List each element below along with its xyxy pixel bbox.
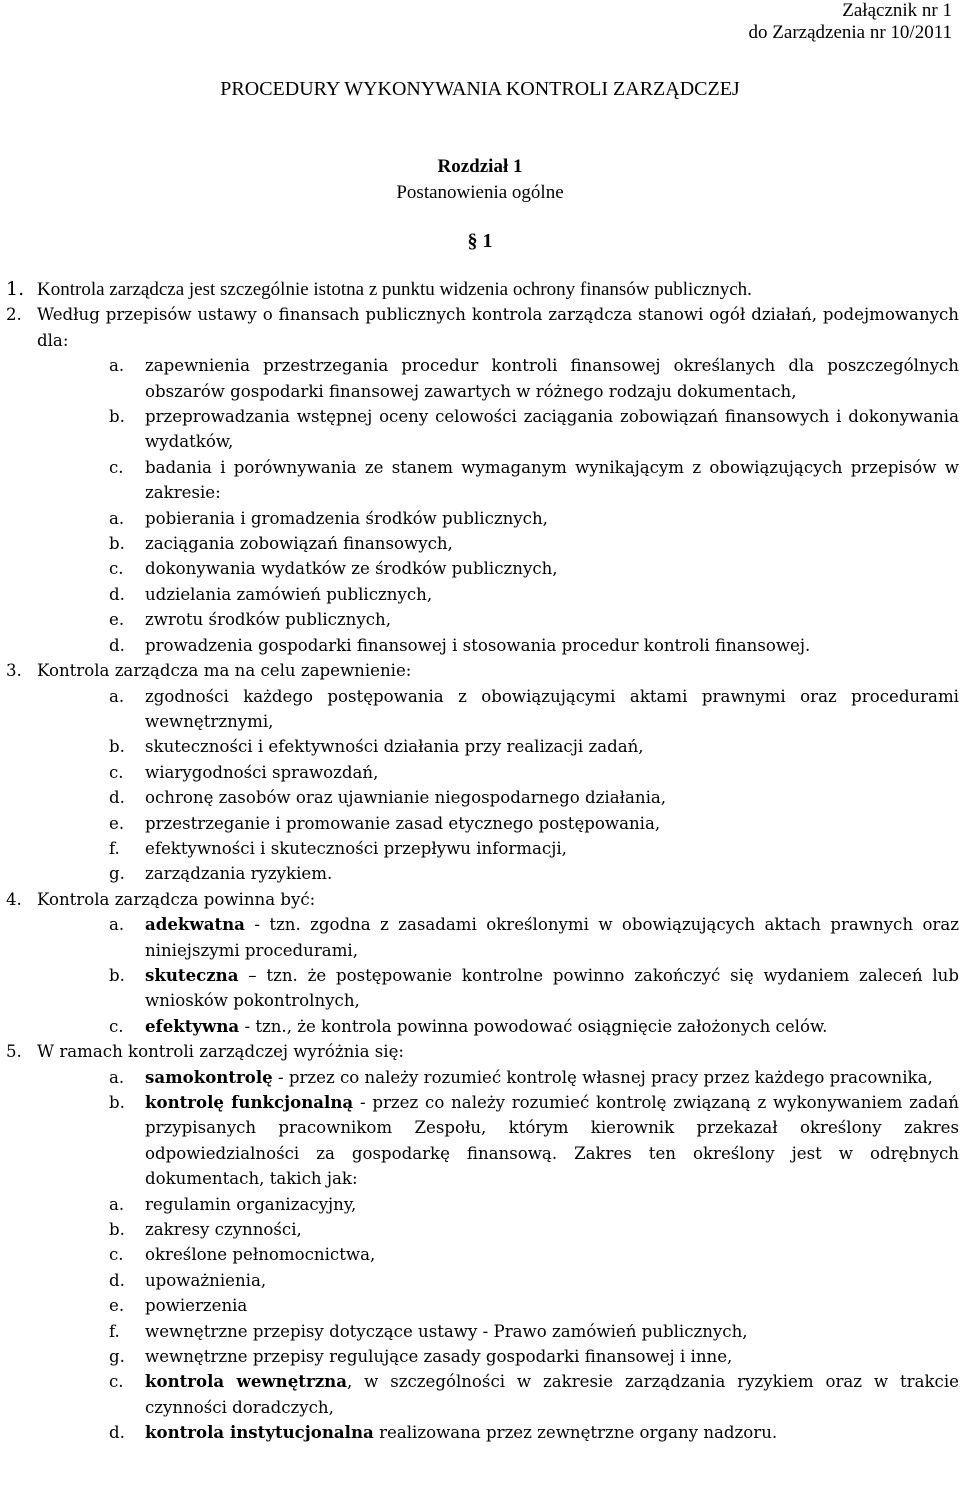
list-item bbox=[6, 887, 959, 912]
item-marker: g. bbox=[109, 864, 125, 884]
item-marker: e. bbox=[109, 1296, 125, 1316]
list-item bbox=[6, 684, 959, 735]
item-marker: a. bbox=[109, 508, 125, 528]
item-text: regulamin organizacyjny, bbox=[145, 1194, 357, 1214]
list-item bbox=[6, 633, 959, 658]
chapter-heading bbox=[0, 154, 960, 206]
list-item bbox=[6, 1014, 959, 1039]
item-text: pobierania i gromadzenia środków publicznych, bbox=[145, 508, 548, 528]
item-marker: c. bbox=[109, 762, 124, 782]
item-term: adekwatna bbox=[145, 914, 245, 935]
list-item bbox=[6, 1293, 959, 1318]
item-marker: b. bbox=[109, 1220, 125, 1240]
list-item bbox=[6, 1039, 959, 1064]
item-text: przestrzeganie i promowanie zasad etycznego postępowania, bbox=[145, 813, 661, 833]
list-item bbox=[6, 785, 959, 810]
item-text: efektywności i skuteczności przepływu informacji, bbox=[145, 838, 567, 858]
list-item bbox=[6, 1369, 959, 1420]
item-text: zaciągania zobowiązań finansowych, bbox=[145, 534, 453, 554]
item-text: skuteczna – tzn. że postępowanie kontrolne powinno zakończyć się wydaniem zaleceń lub wniosków pokontrolnych, bbox=[145, 964, 959, 1011]
item-text: badania i porównywania ze stanem wymaganym wynikającym z obowiązujących przepisów w zakresie: bbox=[145, 457, 959, 503]
item-marker: a. bbox=[109, 1194, 125, 1214]
document-title: PROCEDURY WYKONYWANIA KONTROLI ZARZĄDCZEJ bbox=[220, 78, 740, 100]
item-term: skuteczna bbox=[145, 964, 239, 985]
list-item bbox=[6, 912, 959, 963]
item-marker: b. bbox=[109, 965, 125, 985]
list-item bbox=[6, 1319, 959, 1344]
list-item bbox=[6, 531, 959, 556]
item-marker: d. bbox=[109, 1423, 125, 1443]
item-text: kontrola wewnętrzna, w szczególności w zakresie zarządzania ryzykiem oraz w trakcie czynności doradczych, bbox=[145, 1371, 959, 1417]
list-item bbox=[6, 277, 959, 302]
item-text: Kontrola zarządcza ma na celu zapewnienie: bbox=[37, 661, 412, 681]
item-marker: a. bbox=[109, 356, 125, 376]
item-text: dokonywania wydatków ze środków publicznych, bbox=[145, 559, 558, 579]
list-item bbox=[6, 556, 959, 581]
item-text: efektywna - tzn., że kontrola powinna powodować osiągnięcie założonych celów. bbox=[145, 1015, 828, 1036]
list-item bbox=[6, 734, 959, 759]
list-item bbox=[6, 861, 959, 886]
item-text: samokontrolę - przez co należy rozumieć kontrolę własnej pracy przez każdego pracownika, bbox=[145, 1066, 933, 1087]
item-text: zgodności każdego postępowania z obowiązującymi aktami prawnymi oraz procedurami wewnętrznymi, bbox=[145, 686, 959, 731]
item-marker: 1. bbox=[6, 278, 25, 300]
list-item bbox=[6, 1268, 959, 1293]
annex-number: Załącznik nr 1 bbox=[842, 0, 952, 21]
item-marker: d. bbox=[109, 635, 125, 655]
item-term: samokontrolę bbox=[145, 1066, 273, 1087]
item-marker: c. bbox=[109, 1245, 124, 1265]
item-text: Kontrola zarządcza powinna być: bbox=[37, 889, 316, 909]
list-item bbox=[6, 1192, 959, 1217]
list-item bbox=[6, 506, 959, 531]
annex-reference: do Zarządzenia nr 10/2011 bbox=[748, 22, 952, 43]
item-text: skuteczności i efektywności działania przy realizacji zadań, bbox=[145, 737, 644, 757]
item-marker: 4. bbox=[6, 889, 22, 909]
item-text: Kontrola zarządcza jest szczególnie istotna z punktu widzenia ochrony finansów publicznych. bbox=[37, 279, 752, 300]
list-item bbox=[6, 1217, 959, 1242]
item-text: kontrolę funkcjonalną - przez co należy rozumieć kontrolę związaną z wykonywaniem zadań przypisanych pracownikom Zespołu, którym kierownik przekazał określony zakres odpowiedzialności za gospodarkę finansową. Zakres ten określony jest w odrębnych dokumentach, takich jak: bbox=[145, 1092, 959, 1189]
item-marker: f. bbox=[109, 838, 120, 858]
list-item bbox=[6, 455, 959, 506]
item-term: efektywna bbox=[145, 1015, 240, 1036]
chapter-name: Postanowienia ogólne bbox=[396, 182, 564, 203]
item-marker: b. bbox=[109, 737, 125, 757]
item-marker: f. bbox=[109, 1321, 120, 1341]
item-marker: e. bbox=[109, 813, 125, 833]
item-marker: b. bbox=[109, 1093, 125, 1112]
item-text: adekwatna - tzn. zgodna z zasadami określonymi w obowiązujących aktach prawnych oraz niniejszymi procedurami, bbox=[145, 914, 959, 960]
list-item bbox=[6, 963, 959, 1014]
item-marker: g. bbox=[109, 1347, 125, 1367]
item-text: powierzenia bbox=[145, 1296, 248, 1316]
chapter-label: Rozdział 1 bbox=[437, 156, 523, 177]
item-term: kontrola instytucjonalna bbox=[145, 1422, 374, 1443]
list-item bbox=[6, 582, 959, 607]
list-item bbox=[6, 658, 959, 683]
item-marker: 5. bbox=[6, 1042, 22, 1062]
item-text: zarządzania ryzykiem. bbox=[145, 864, 333, 884]
item-marker: 2. bbox=[6, 305, 22, 325]
item-text: wewnętrzne przepisy regulujące zasady gospodarki finansowej i inne, bbox=[145, 1347, 733, 1367]
item-text: prowadzenia gospodarki finansowej i stosowania procedur kontroli finansowej. bbox=[145, 635, 811, 655]
item-marker: d. bbox=[109, 788, 125, 808]
item-text: zakresy czynności, bbox=[145, 1220, 302, 1240]
list-item bbox=[6, 811, 959, 836]
list-item bbox=[6, 1344, 959, 1369]
item-term: kontrola wewnętrzna bbox=[145, 1371, 347, 1392]
item-text: wewnętrzne przepisy dotyczące ustawy - Prawo zamówień publicznych, bbox=[145, 1321, 748, 1341]
document-body bbox=[6, 277, 959, 1446]
item-marker: c. bbox=[109, 457, 124, 477]
list-item bbox=[6, 760, 959, 785]
item-text: przeprowadzania wstępnej oceny celowości zaciągania zobowiązań finansowych i dokonywania wydatków, bbox=[145, 407, 959, 452]
item-marker: e. bbox=[109, 610, 125, 630]
item-text: kontrola instytucjonalna realizowana przez zewnętrzne organy nadzoru. bbox=[145, 1422, 778, 1443]
item-marker: c. bbox=[109, 559, 124, 579]
list-item bbox=[6, 302, 959, 353]
annex-header bbox=[749, 0, 952, 44]
item-term: kontrolę funkcjonalną bbox=[145, 1092, 354, 1112]
item-marker: a. bbox=[109, 915, 125, 935]
list-item bbox=[6, 836, 959, 861]
item-text: zapewnienia przestrzegania procedur kontroli finansowej określanych dla poszczególnych obszarów gospodarki finansowej zawartych w różnego rodzaju dokumentach, bbox=[145, 356, 959, 401]
item-marker: b. bbox=[109, 534, 125, 554]
list-item bbox=[6, 1420, 959, 1445]
item-text: W ramach kontroli zarządczej wyróżnia się: bbox=[37, 1042, 404, 1062]
item-marker: d. bbox=[109, 1270, 125, 1290]
item-marker: b. bbox=[109, 407, 125, 427]
item-text: Według przepisów ustawy o finansach publicznych kontrola zarządcza stanowi ogół działań, podejmowanych dla: bbox=[37, 305, 959, 350]
list-item bbox=[6, 1242, 959, 1267]
item-marker: a. bbox=[109, 1067, 125, 1087]
item-text: udzielania zamówień publicznych, bbox=[145, 584, 433, 604]
paragraph-sign: § 1 bbox=[467, 230, 493, 252]
item-text: ochronę zasobów oraz ujawnianie niegospodarnego działania, bbox=[145, 788, 667, 808]
item-text: zwrotu środków publicznych, bbox=[145, 610, 391, 630]
item-text: upoważnienia, bbox=[145, 1270, 267, 1290]
item-marker: 3. bbox=[6, 661, 22, 681]
list-item bbox=[6, 1090, 959, 1192]
item-marker: d. bbox=[109, 584, 125, 604]
item-marker: a. bbox=[109, 686, 125, 706]
item-marker: c. bbox=[109, 1372, 124, 1392]
list-item bbox=[6, 1065, 959, 1090]
item-text: określone pełnomocnictwa, bbox=[145, 1245, 376, 1265]
list-item bbox=[6, 404, 959, 455]
list-item bbox=[6, 353, 959, 404]
item-text: wiarygodności sprawozdań, bbox=[145, 762, 379, 782]
item-marker: c. bbox=[109, 1016, 124, 1036]
list-item bbox=[6, 607, 959, 632]
